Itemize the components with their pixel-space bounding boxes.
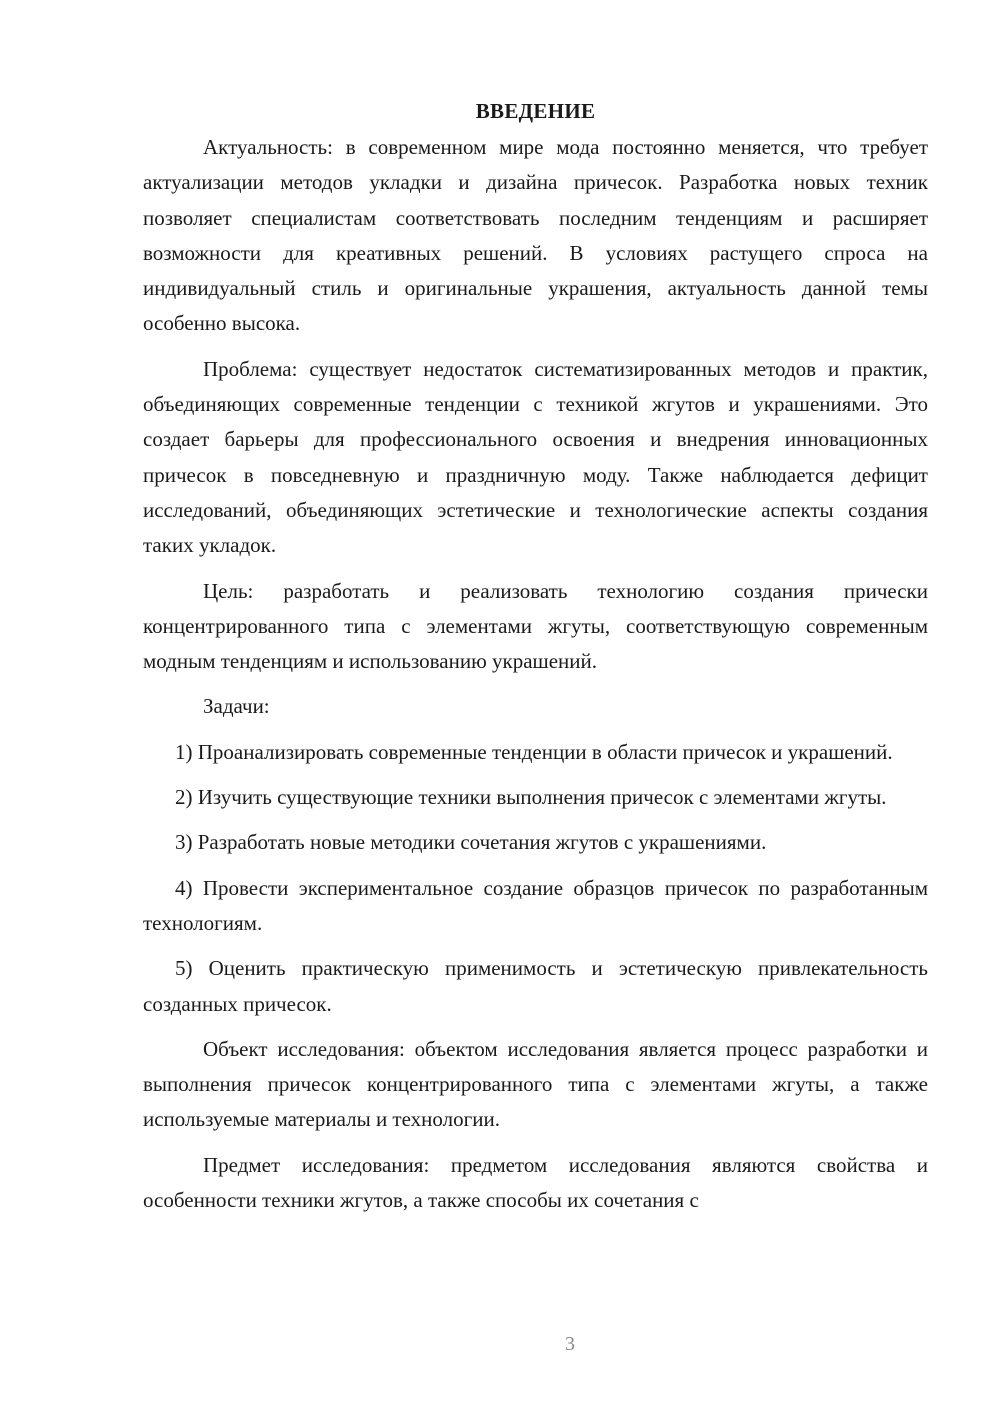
page-number: 3	[565, 1333, 575, 1355]
section-title: ВВЕДЕНИЕ	[475, 99, 596, 123]
paragraph-relevance: Актуальность: в современном мире мода постоянно меняется, что требует актуализации методов укладки и дизайна причесок. Разработка новых техник позволяет специалистам соответствовать последним тенденциям и расширяет возможности для креативных решений. В условиях растущего спроса на индивидуальный стиль и оригинальные украшения, актуальность данной темы особенно высока.	[143, 135, 928, 336]
paragraph-subject: Предмет исследования: предметом исследования являются свойства и особенности техники жгутов, а также способы их сочетания с	[143, 1152, 928, 1213]
paragraph-problem: Проблема: существует недостаток систематизированных методов и практик, объединяющих современные тенденции с техникой жгутов и украшениями. Это создает барьеры для профессионального освоения и внедрения инновационных причесок в повседневную и праздничную моду. Также наблюдается дефицит исследований, объединяющих эстетические и технологические аспекты создания таких укладок.	[143, 356, 928, 558]
tasks-heading: Задачи:	[203, 694, 270, 719]
paragraph-goal: Цель: разработать и реализовать технологию создания прически концентрированного типа с элементами жгуты, соответствующую современным модным тенденциям и использованию украшений.	[143, 578, 928, 674]
task-item-3: 3) Разработать новые методики сочетания жгутов с украшениями.	[175, 830, 767, 855]
task-item-4: 4) Провести экспериментальное создание образцов причесок по разработанным технологиям.	[143, 875, 928, 935]
task-item-1: 1) Проанализировать современные тенденции в области причесок и украшений.	[175, 739, 893, 764]
task-item-5: 5) Оценить практическую применимость и эстетическую привлекательность созданных причесок.	[143, 956, 928, 1016]
paragraph-object: Объект исследования: объектом исследования является процесс разработки и выполнения причесок концентрированного типа с элементами жгуты, а также используемые материалы и технологии.	[143, 1036, 928, 1132]
page-content	[143, 94, 928, 1218]
task-item-2: 2) Изучить существующие техники выполнения причесок с элементами жгуты.	[175, 785, 887, 810]
